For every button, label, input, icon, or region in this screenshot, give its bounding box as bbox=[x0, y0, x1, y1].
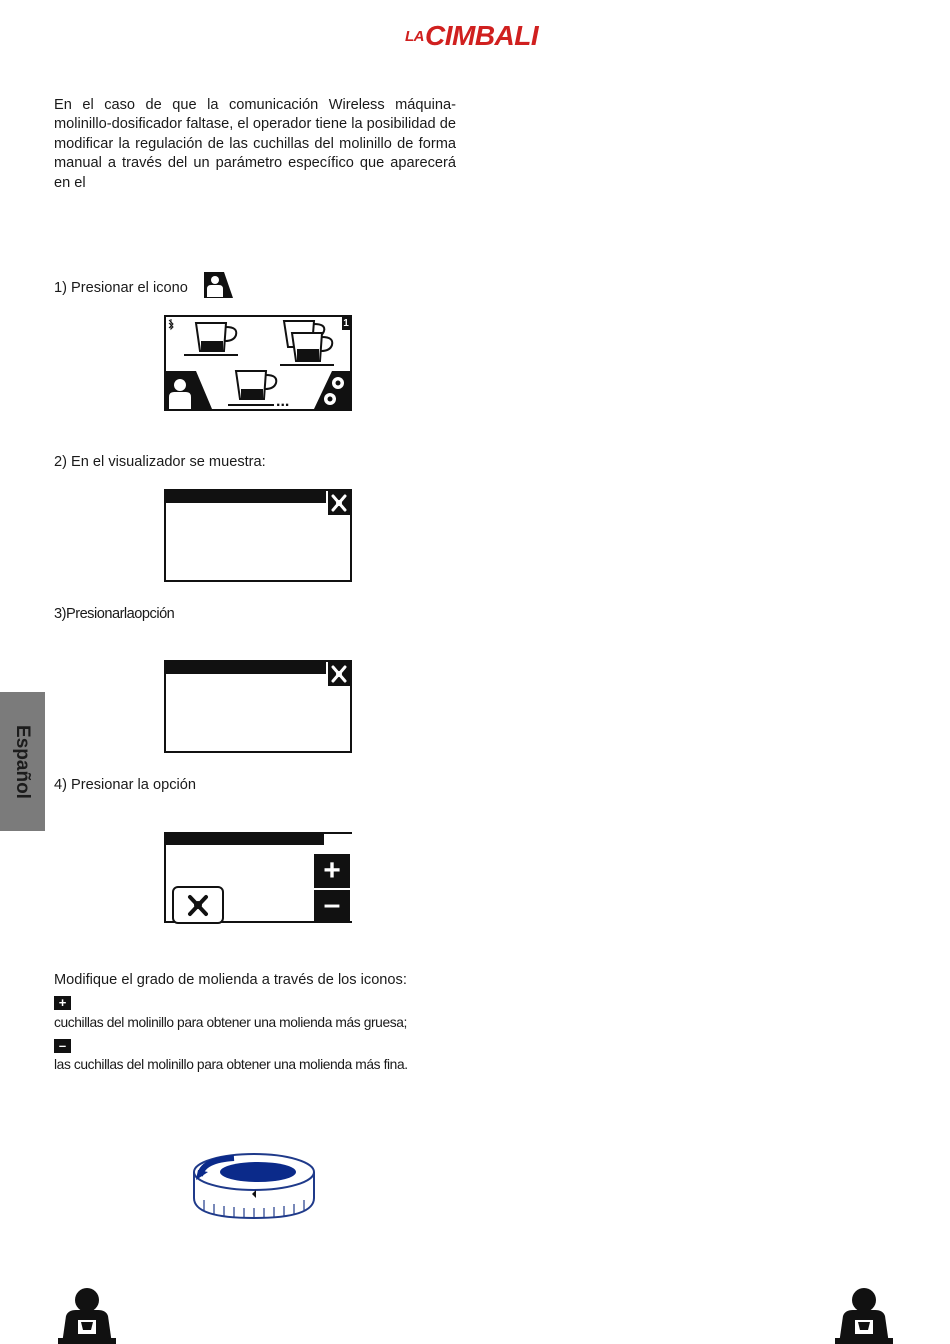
instruction-line-1: Modifique el grado de molienda a través de los iconos: bbox=[54, 972, 407, 988]
minus-icon: – bbox=[323, 888, 341, 921]
gear-icon bbox=[314, 371, 350, 409]
step-3-label: 3)Presionarlaopción bbox=[54, 606, 175, 622]
close-button-2[interactable] bbox=[328, 662, 350, 686]
menu-title-bar bbox=[166, 491, 326, 503]
grinder-blade-icon bbox=[174, 888, 222, 922]
close-icon bbox=[328, 662, 350, 686]
plus-symbol-icon: + bbox=[54, 994, 71, 1012]
brand-name: CIMBALI bbox=[425, 20, 539, 51]
decrease-button[interactable] bbox=[314, 890, 350, 923]
brand-prefix: LA bbox=[405, 28, 424, 45]
display-screen-menu bbox=[164, 489, 352, 582]
single-cup-icon bbox=[184, 323, 238, 355]
step-1-label: 1) Presionar el icono bbox=[54, 280, 188, 296]
grind-title-bar bbox=[166, 834, 324, 845]
screen-number: 1 bbox=[343, 318, 349, 329]
bluetooth-icon bbox=[169, 319, 173, 329]
cup-dots: ... bbox=[276, 393, 290, 409]
display-screen-submenu bbox=[164, 660, 352, 753]
step-2-label: 2) En el visualizador se muestra: bbox=[54, 454, 266, 470]
user-icon bbox=[204, 272, 233, 298]
multi-cup-icon bbox=[228, 371, 276, 405]
language-label: Español bbox=[12, 725, 33, 799]
brand-logo bbox=[405, 20, 538, 52]
minus-symbol-icon: – bbox=[54, 1037, 71, 1055]
close-button[interactable] bbox=[328, 491, 350, 515]
instruction-line-3: las cuchillas del molinillo para obtener una molienda más fina. bbox=[54, 1057, 408, 1072]
operator-figure-icon-right bbox=[833, 1286, 895, 1344]
step-1-text bbox=[54, 279, 188, 297]
display-screen-main bbox=[164, 315, 352, 411]
submenu-title-bar bbox=[166, 662, 326, 674]
close-icon bbox=[328, 491, 350, 515]
plus-icon: + bbox=[323, 854, 341, 887]
intro-paragraph: En el caso de que la comunicación Wireless máquina-molinillo-dosificador faltase, el operador tiene la posibilidad de modificar la regulación de las cuchillas del molinillo de forma manual a través del un parámetro específico que aparecerá en el bbox=[54, 97, 456, 191]
language-side-tab bbox=[0, 692, 45, 831]
double-cup-icon bbox=[280, 321, 334, 365]
user-corner-icon bbox=[166, 371, 212, 409]
step-4-label: 4) Presionar la opción bbox=[54, 777, 196, 793]
display-screen-grind bbox=[164, 832, 352, 923]
operator-figure-icon bbox=[56, 1286, 118, 1344]
instruction-line-2: cuchillas del molinillo para obtener una molienda más gruesa; bbox=[54, 1015, 407, 1030]
grinder-ring-illustration bbox=[190, 1150, 320, 1222]
increase-button[interactable] bbox=[314, 854, 350, 888]
grind-icon-button[interactable] bbox=[172, 886, 224, 924]
